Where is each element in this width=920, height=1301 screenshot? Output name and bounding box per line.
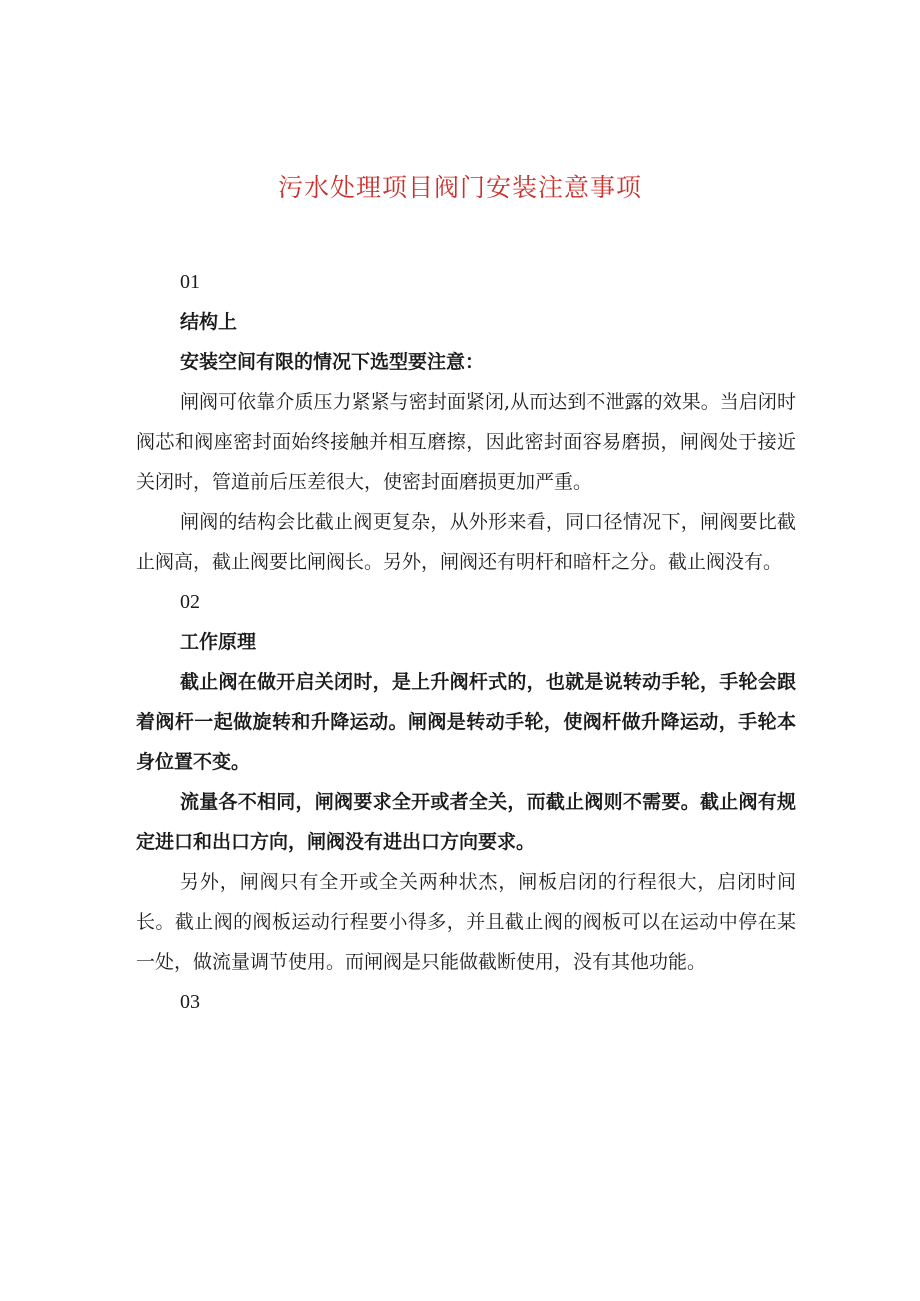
section-subheading-space: 安装空间有限的情况下选型要注意：	[180, 351, 485, 373]
paragraph-gate-valve-seal: 闸阀可依靠介质压力紧紧与密封面紧闭,从而达到不泄露的效果。当启闭时阀芯和阀座密封面始终接触并相互磨擦，因此密封面容易磨损，闸阀处于接近关闭时，管道前后压差很大，使密封面磨损更加严重。	[136, 391, 796, 493]
section-number-03: 03	[180, 991, 200, 1013]
section-number-01: 01	[180, 271, 200, 293]
paragraph-flow-direction: 流量各不相同，闸阀要求全开或者全关，而截止阀则不需要。截止阀有规定进口和出口方向，闸阀没有进出口方向要求。	[136, 791, 796, 853]
document-body	[136, 262, 796, 1022]
section-heading-principle: 工作原理	[180, 631, 257, 653]
section-heading-structure: 结构上	[180, 311, 238, 333]
paragraph-globe-valve-operation: 截止阀在做开启关闭时，是上升阀杆式的，也就是说转动手轮，手轮会跟着阀杆一起做旋转和升降运动。闸阀是转动手轮，使阀杆做升降运动，手轮本身位置不变。	[136, 671, 796, 773]
paragraph-stroke-regulation: 另外，闸阀只有全开或全关两种状杰，闸板启闭的行程很大，启闭时间长。截止阀的阀板运动行程要小得多，并且截止阀的阀板可以在运动中停在某一处，做流量调节使用。而闸阀是只能做截断使用，没有其他功能。	[136, 871, 796, 973]
document-title: 污水处理项目阀门安装注意事项	[277, 173, 642, 202]
section-number-02: 02	[180, 591, 200, 613]
paragraph-gate-valve-structure: 闸阀的结构会比截止阀更复杂，从外形来看，同口径情况下，闸阀要比截止阀高，截止阀要比闸阀长。另外，闸阀还有明杆和暗杆之分。截止阀没有。	[136, 511, 796, 573]
